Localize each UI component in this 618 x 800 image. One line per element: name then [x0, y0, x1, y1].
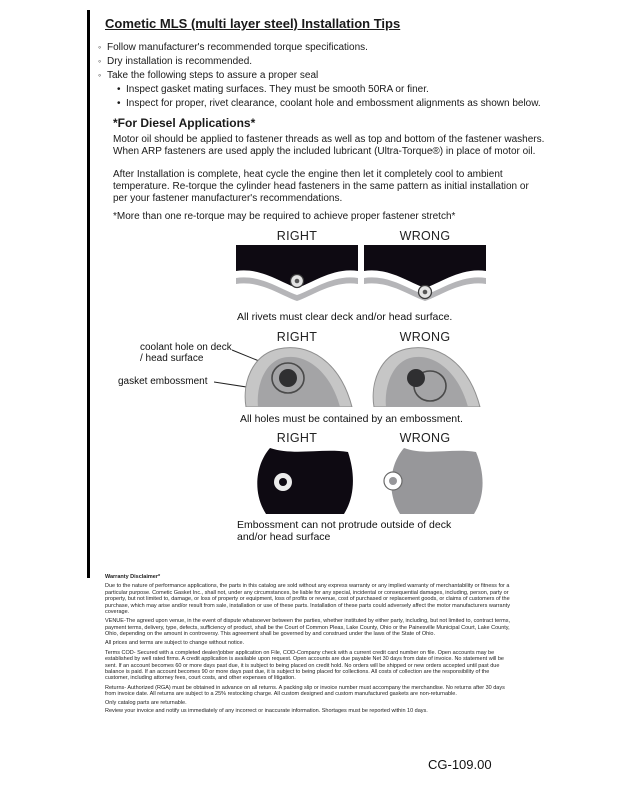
- right-label-row2: RIGHT: [276, 330, 318, 344]
- holes-caption: All holes must be contained by an embossment.: [240, 413, 463, 425]
- bullet-item: [98, 70, 603, 83]
- sub-bullet-item: [117, 98, 603, 111]
- diesel-paragraph-1: Motor oil should be applied to fastener threads as well as top and bottom of the fastener washers. When ARP fasteners are used apply the included lubricant (Ultra-Torque®) in place of motor oil.: [113, 134, 545, 158]
- coolant-hole-icon: [279, 369, 297, 387]
- bullet-text: Follow manufacturer's recommended torque specifications.: [107, 42, 368, 53]
- disclaimer-paragraph: VENUE-The agreed upon venue, in the event of dispute whatsoever between the parties, whether instituted by either party, including, but not limited to, contract terms, payment terms, delivery, type, defects, sufficiency of product, shall be the Court of Common Pleas, Lake County, Ohio or the Painesville Municipal Court, Lake County, Ohio, depending on the amount in controversy. This agreement shall be governed by and construed under the laws of the State of Ohio.: [105, 618, 510, 637]
- embossment-hole-center-icon: [389, 477, 397, 485]
- protrusion-wrong-figure: [364, 446, 486, 516]
- deck-shape: [391, 448, 482, 514]
- disclaimer-paragraph: Returns- Authorized (RGA) must be obtained in advance on all returns. A packing slip or invoice number must accompany the merchandise. No returns after 30 days from invoice date. All returns are subject to a 25% restocking charge. All custom designed and custom manufactured gaskets are non-returnable.: [105, 684, 505, 697]
- sub-bullet-item: [117, 84, 603, 97]
- bullet-icon: ◦: [98, 70, 102, 80]
- sub-bullet-text: Inspect for proper, rivet clearance, coolant hole and embossment alignments as shown below.: [126, 98, 541, 109]
- coolant-hole-label: coolant hole on deck / head surface: [140, 342, 232, 365]
- protrusion-caption: Embossment can not protrude outside of deck and/or head surface: [237, 519, 452, 543]
- bullet-icon: ◦: [98, 56, 102, 66]
- wrong-label-row3: WRONG: [399, 431, 451, 445]
- rivet-wrong-figure: [364, 245, 486, 307]
- page-title: Cometic MLS (multi layer steel) Installation Tips: [105, 16, 401, 31]
- bullet-item: [98, 42, 603, 55]
- retorque-note: *More than one re-torque may be required to achieve proper fastener stretch*: [113, 211, 456, 222]
- rivet-caption: All rivets must clear deck and/or head surface.: [237, 311, 453, 323]
- disclaimer-paragraph: Review your invoice and notify us immediately of any incorrect or inaccurate information. Shortages must be reported within 10 days.: [105, 707, 428, 714]
- disclaimer-paragraph: Only catalog parts are returnable.: [105, 700, 187, 707]
- bullet-icon: ◦: [98, 42, 102, 52]
- page-edge-rule: [87, 10, 90, 578]
- warranty-disclaimer-section: [105, 574, 513, 717]
- embossment-right-figure: [236, 345, 358, 407]
- disclaimer-paragraph: All prices and terms are subject to change without notice.: [105, 640, 245, 647]
- wrong-label-row2: WRONG: [399, 330, 451, 344]
- sub-bullet-icon: •: [117, 98, 121, 109]
- tips-bullet-list: [98, 42, 603, 112]
- protrusion-wrong-diagram: [364, 446, 486, 516]
- disclaimer-paragraph: Terms COD- Secured with a completed dealer/jobber application on File, COD-Company check with a current credit card number on file. Open accounts may be established by well rated firms. A credit application is available upon request. Open accounts are due payable Net 30 days from date of invoice. No statement will be sent. If an account becomes 60 or more days past due, it is subject to being placed on credit hold. No orders will be shipped or new orders accepted until past due balance is paid. If an account becomes 90 or more days past due, it is subject to being placed for collections. All costs of collection are the responsibility of the customer, including attorney fees, court costs, and other expenses of litigation.: [105, 649, 504, 682]
- sub-bullet-text: Inspect gasket mating surfaces. They must be smooth 50RA or finer.: [126, 84, 429, 95]
- disclaimer-heading: Warranty Disclaimer*: [105, 574, 161, 580]
- rivet-center-icon: [295, 279, 300, 284]
- bullet-item: [98, 56, 603, 69]
- embossment-wrong-figure: [364, 345, 486, 407]
- rivet-center-icon: [423, 290, 428, 295]
- protrusion-right-figure: [236, 446, 358, 516]
- embossment-wrong-diagram: [364, 345, 486, 407]
- diesel-paragraph-2: After Installation is complete, heat cycle the engine then let it completely cool to ambient temperature. Re-torque the cylinder head fasteners in the same pattern as initial installation or per your fastener manufacturer's recommendations.: [113, 169, 529, 205]
- right-label-row1: RIGHT: [276, 229, 318, 243]
- coolant-hole-icon: [407, 369, 425, 387]
- embossment-right-diagram: [236, 345, 358, 407]
- rivet-right-figure: [236, 245, 358, 307]
- wrong-label-row1: WRONG: [399, 229, 451, 243]
- rivet-right-diagram: [236, 245, 358, 307]
- disclaimer-paragraph: Due to the nature of performance applications, the parts in this catalog are sold without any express warranty or any implied warranty of merchantability or fitness for a particular purpose. Cometic Gasket Inc., shall not, under any circumstances, be liable for any special, incidental or consequential damages, including, person, party or property, but not limited to, damage, or loss of property or equipment, loss of profits or revenue, cost of purchased or replacement goods, or claims of customers of the purchase, which may arise and/or result from sale, installation or use of these parts. Installation of these parts could adversely affect the motor manufacturers warranty coverage.: [105, 583, 510, 615]
- deck-shape: [257, 448, 353, 514]
- sub-bullet-icon: •: [117, 84, 121, 95]
- embossment-hole-center-icon: [279, 478, 287, 486]
- gasket-embossment-label: gasket embossment: [118, 376, 208, 387]
- diesel-applications-heading: *For Diesel Applications*: [113, 116, 256, 130]
- rivet-wrong-diagram: [364, 245, 486, 307]
- bullet-text: Take the following steps to assure a proper seal: [107, 70, 319, 81]
- catalog-page-number: CG-109.00: [428, 757, 492, 772]
- bullet-text: Dry installation is recommended.: [107, 56, 253, 67]
- protrusion-right-diagram: [236, 446, 358, 516]
- right-label-row3: RIGHT: [276, 431, 318, 445]
